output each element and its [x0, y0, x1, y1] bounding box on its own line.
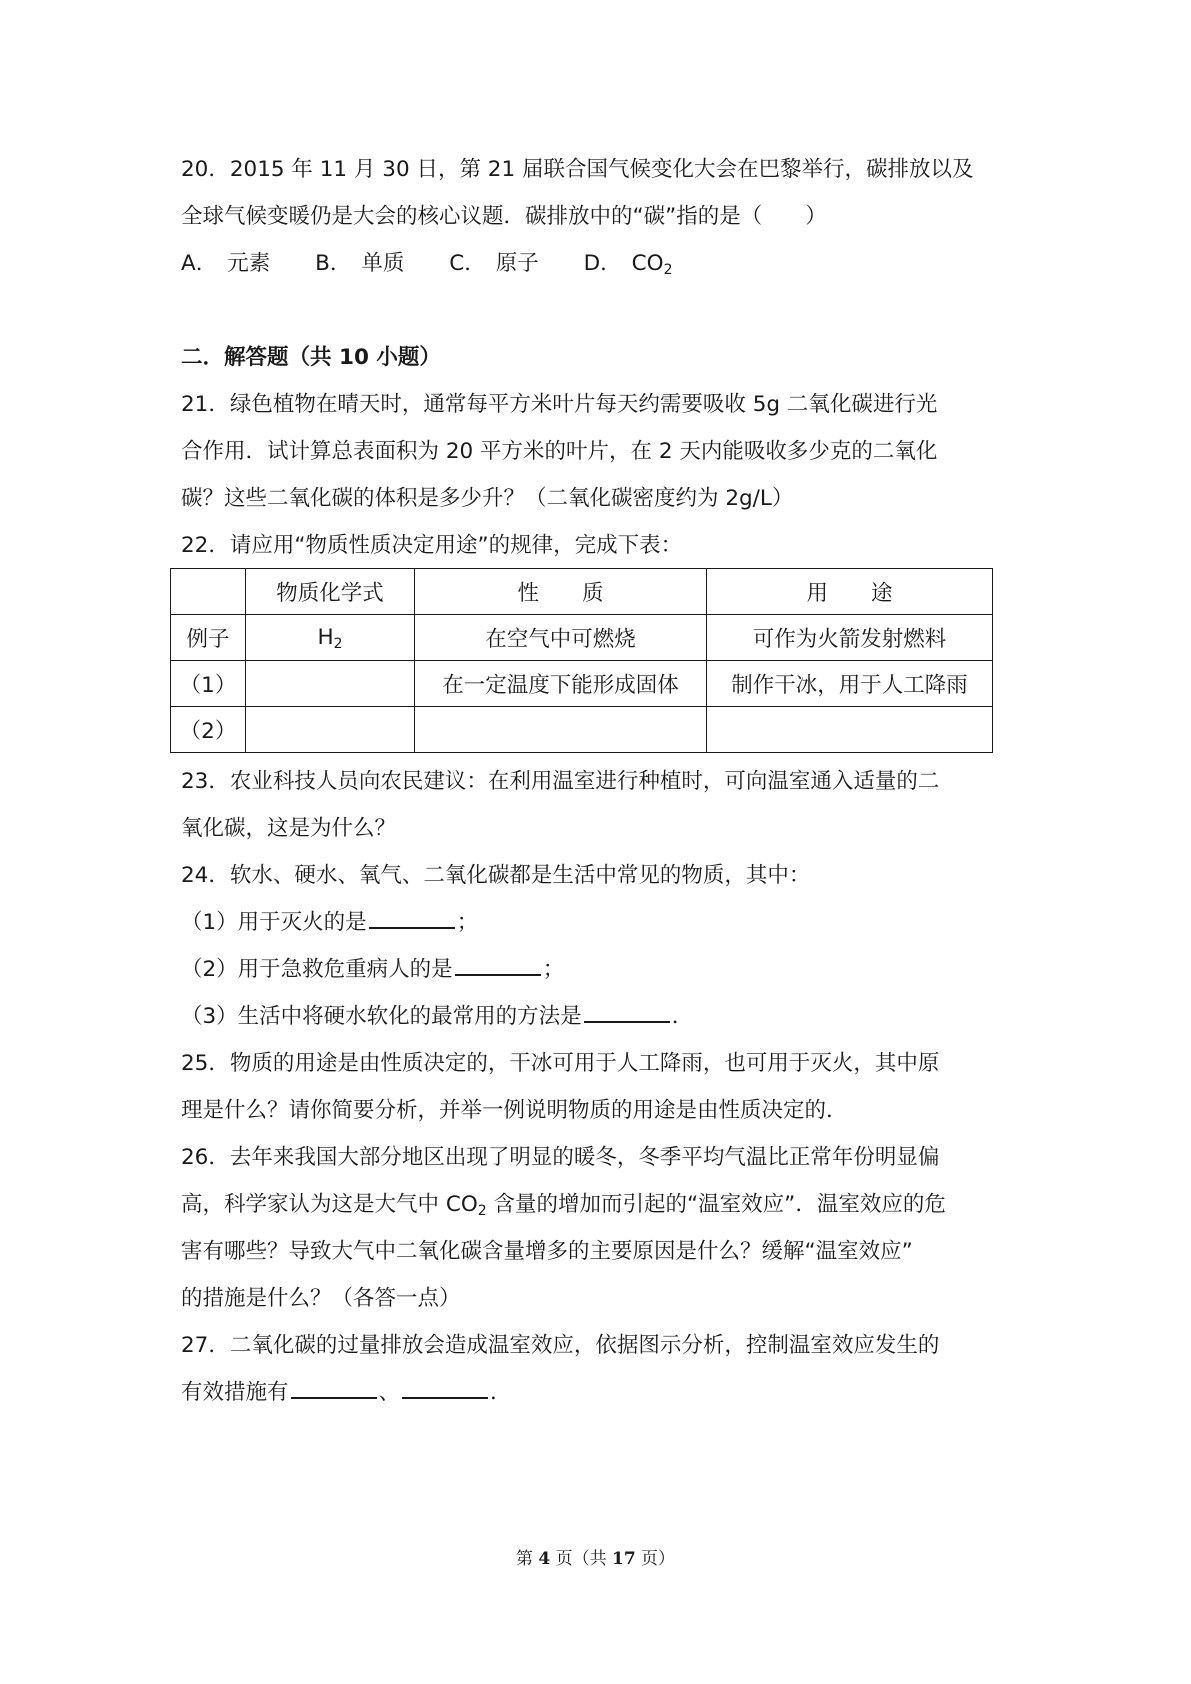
question-20-line-2: 全球气候变暖仍是大会的核心议题．碳排放中的“碳”指的是（ ）: [181, 204, 827, 229]
question-26-line-1: 26．去年来我国大部分地区出现了明显的暖冬，冬季平均气温比正常年份明显偏: [181, 1145, 940, 1170]
use-cell: [707, 707, 993, 753]
question-21-line-1: 21．绿色植物在晴天时，通常每平方米叶片每天约需要吸收 5g 二氧化碳进行光: [181, 392, 938, 417]
question-23-line-2: 氧化碳，这是为什么？: [181, 816, 397, 841]
table-header-row: [171, 569, 993, 615]
question-24: [181, 852, 1021, 1040]
question-25: [181, 1040, 1021, 1134]
table-row: [171, 615, 993, 661]
table-row: [171, 707, 993, 753]
formula-cell: $H_2$: [246, 615, 415, 661]
answer-blank[interactable]: [455, 952, 541, 976]
question-21-line-3: 碳？这些二氧化碳的体积是多少升？（二氧化碳密度约为 2g/L）: [181, 486, 794, 511]
row-label: 例子: [171, 615, 246, 661]
row-label: （1）: [171, 661, 246, 707]
question-21-line-2: 合作用．试计算总表面积为 20 平方米的叶片，在 2 天内能吸收多少克的二氧化: [181, 439, 938, 464]
property-cell: [415, 707, 707, 753]
table-header-cell: 用 途: [707, 569, 993, 615]
option-b: B． 单质: [315, 251, 405, 276]
question-25-line-1: 25．物质的用途是由性质决定的，干冰可用于人工降雨，也可用于灭火，其中原: [181, 1051, 940, 1076]
answer-blank[interactable]: [369, 905, 455, 929]
table-header-cell: 物质化学式: [246, 569, 415, 615]
question-26-line-3: 害有哪些？导致大气中二氧化碳含量增多的主要原因是什么？缓解“温室效应”: [181, 1239, 913, 1264]
question-22: [181, 522, 1021, 569]
property-cell: 在一定温度下能形成固体: [415, 661, 707, 707]
question-20-line-1: 20．2015 年 11 月 30 日，第 21 届联合国气候变化大会在巴黎举行，碳排放以及: [181, 157, 974, 182]
section-title-text: 二．解答题（共 10 小题）: [181, 345, 441, 370]
question-20-options: [181, 240, 1021, 287]
section-title: [181, 334, 1021, 381]
question-26-line-4: 的措施是什么？（各答一点）: [181, 1286, 461, 1311]
question-26-line-2: 高，科学家认为这是大气中 $CO_2$ 含量的增加而引起的“温室效应”．温室效应的危: [181, 1192, 946, 1219]
question-24-sub-3: （3）生活中将硬水软化的最常用的方法是 ．: [181, 993, 1021, 1040]
use-cell: 制作干冰，用于人工降雨: [707, 661, 993, 707]
formula-cell: [246, 707, 415, 753]
question-24-sub-1: （1）用于灭火的是 ；: [181, 899, 1021, 946]
option-a: A． 元素: [181, 251, 271, 276]
question-20: [181, 146, 1021, 287]
question-27-line-2: 有效措施有 、 ．: [181, 1369, 1021, 1416]
table-header-cell: [171, 569, 246, 615]
table-header-cell: 性 质: [415, 569, 707, 615]
question-22-line-1: 22．请应用“物质性质决定用途”的规律，完成下表：: [181, 533, 683, 558]
answer-blank[interactable]: [402, 1375, 488, 1399]
answer-blank[interactable]: [584, 999, 670, 1023]
question-27-line-1: 27．二氧化碳的过量排放会造成温室效应，依据图示分析，控制温室效应发生的: [181, 1333, 940, 1358]
question-25-line-2: 理是什么？请你简要分析，并举一例说明物质的用途是由性质决定的．: [181, 1098, 848, 1123]
question-23: [181, 758, 1021, 852]
question-24-line-1: 24．软水、硬水、氧气、二氧化碳都是生活中常见的物质，其中：: [181, 863, 811, 888]
page-footer: 第 4 页（共 17 页）: [515, 1549, 676, 1569]
formula-cell: [246, 661, 415, 707]
properties-table: [170, 568, 993, 753]
option-d: D． $CO_2$: [583, 251, 673, 278]
question-24-sub-2: （2）用于急救危重病人的是 ；: [181, 946, 1021, 993]
table-row: [171, 661, 993, 707]
question-21: [181, 381, 1021, 522]
page-total: 17: [611, 1549, 636, 1569]
question-27: [181, 1322, 1021, 1416]
question-26: [181, 1134, 1021, 1322]
property-cell: 在空气中可燃烧: [415, 615, 707, 661]
row-label: （2）: [171, 707, 246, 753]
use-cell: 可作为火箭发射燃料: [707, 615, 993, 661]
answer-blank[interactable]: [291, 1375, 377, 1399]
option-c: C． 原子: [449, 251, 539, 276]
question-23-line-1: 23．农业科技人员向农民建议：在利用温室进行种植时，可向温室通入适量的二: [181, 769, 940, 794]
page-number: 4: [538, 1549, 551, 1569]
